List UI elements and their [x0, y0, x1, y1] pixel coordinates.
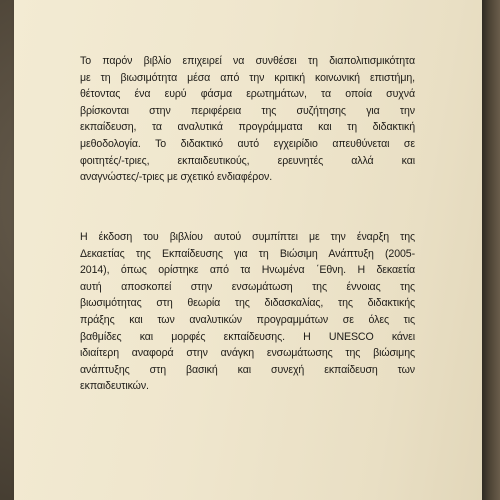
text-line: μεθοδολογία. Το διδακτικό αυτό εγχειρίδιο απευθύνεται σε: [80, 137, 415, 150]
text-line: βιωσιμότητας στη θεωρία της διδασκαλίας, της διδακτικής: [80, 297, 415, 310]
text-line: βαθμίδες και μορφές εκπαίδευσης. Η UNESCO κάνει: [80, 330, 415, 343]
text-line: πράξης και των αναλυτικών προγραμμάτων σε όλες τις: [80, 313, 415, 326]
text-line: Το παρόν βιβλίο επιχειρεί να συνθέσει τη διαπολιτισμικότητα: [80, 55, 415, 67]
blurb-paragraph-1: [80, 53, 415, 186]
text-line: εκπαιδευτικών.: [80, 380, 149, 393]
text-line: Δεκαετίας της Εκπαίδευσης για τη Βιώσιμη Ανάπτυξη (2005-: [80, 247, 415, 260]
book-spine-edge: [482, 0, 500, 500]
text-line: 2014), όπως ορίστηκε από τα Ηνωμένα ΄Εθνη. Η δεκαετία: [80, 264, 415, 277]
text-line: αυτή αποσκοπεί στην ενσωμάτωση της έννοιας της: [80, 280, 415, 293]
blurb-paragraph-2: [80, 229, 415, 395]
text-line: φοιτητές/-τριες, εκπαιδευτικούς, ερευνητές αλλά και: [80, 154, 415, 167]
text-line: αναγνώστες/-τριες με σχετικό ενδιαφέρον.: [80, 171, 273, 184]
text-line: εκπαίδευση, τα αναλυτικά προγράμματα και τη διδακτική: [80, 121, 415, 134]
text-line: Η έκδοση του βιβλίου αυτού συμπίπτει με την έναρξη της: [80, 231, 415, 243]
text-line: θέτοντας ένα ευρύ φάσμα ερωτημάτων, τα οποία συχνά: [80, 88, 415, 101]
text-line: ιδιαίτερη αναφορά στην ανάγκη ενσωμάτωσης της βιώσιμης: [80, 347, 415, 360]
text-line: ανάπτυξης στη βασική και συνεχή εκπαίδευση των: [80, 363, 415, 376]
text-line: με τη βιωσιμότητα μέσα από την κριτική κοινωνική επιστήμη,: [80, 71, 415, 84]
text-line: βρίσκονται στην περιφέρεια της συζήτησης για την: [80, 104, 415, 117]
